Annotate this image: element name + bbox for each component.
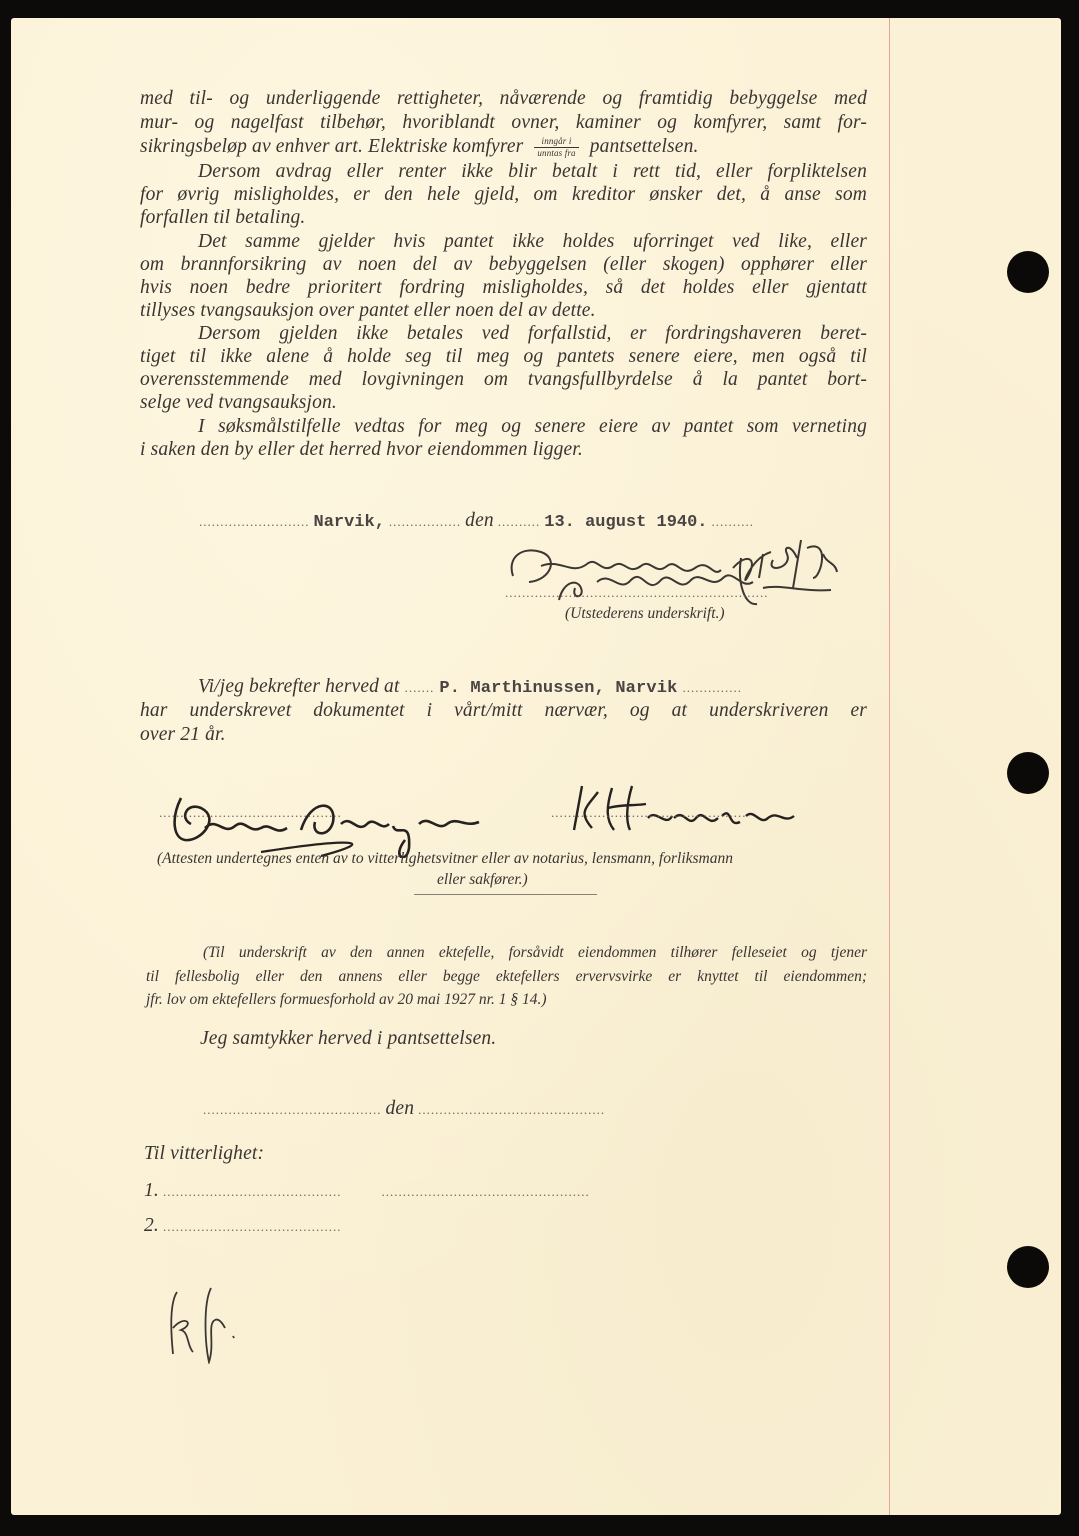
- dotted-leader: .......: [404, 680, 435, 695]
- issuer-signature-line: [505, 584, 769, 602]
- paragraph-5-line-1: [198, 416, 867, 438]
- attested-name: P. Marthinussen, Narvik: [439, 679, 678, 698]
- date-value: 13. august 1940.: [544, 513, 708, 532]
- dotted-leader: ..............: [682, 680, 742, 695]
- witness-number: 2.: [144, 1215, 159, 1236]
- fraction-top: inngår i: [534, 136, 578, 148]
- paragraph-4-line-2: [140, 346, 867, 368]
- spouse-note-line-2: [146, 968, 867, 986]
- witness-line-2: [144, 1215, 341, 1237]
- paragraph-3-line-4: [140, 300, 596, 322]
- text-line: Dersom gjelden ikke betales ved forfallstid, er fordringshaveren beret-: [198, 323, 867, 344]
- spouse-date-line: [203, 1098, 605, 1120]
- text-line: sikringsbeløp av enhver art. Elektriske komfyrer: [140, 136, 524, 157]
- attestation-line-2: [140, 700, 867, 722]
- den-label: den: [465, 510, 494, 531]
- text-line: selge ved tvangsauksjon.: [140, 392, 337, 413]
- text-line: Det samme gjelder hvis pantet ikke holdes uforringet ved like, eller: [198, 231, 867, 252]
- text-line: har underskrevet dokumentet i vårt/mitt nærvær, og at underskriveren er: [140, 700, 867, 721]
- issuer-signature-caption: (Utstederens underskrift.): [565, 605, 725, 622]
- punch-hole-middle: [1007, 752, 1049, 794]
- dotted-leader: ..........: [497, 514, 541, 529]
- text-line: forfallen til betaling.: [140, 207, 306, 228]
- punch-hole-top: [1007, 251, 1049, 293]
- attestation-line-3: over 21 år.: [140, 724, 226, 745]
- paragraph-3-line-2: [140, 254, 867, 276]
- witness-caption-line-1: (Attesten undertegnes enten av to vitterlighetsvitner eller av notarius, lensmann, forliksmann: [157, 850, 733, 867]
- text-line: om brannforsikring av noen del av bebyggelsen (eller skogen) opphører eller: [140, 254, 867, 275]
- margin-line: [889, 18, 890, 1515]
- text-line: Dersom avdrag eller renter ikke blir betalt i rett tid, eller forpliktelsen: [198, 161, 867, 182]
- text-line: pantsettelsen.: [589, 136, 699, 157]
- text-line: tiget til ikke alene å holde seg til meg og pantets senere eiere, men også til: [140, 346, 867, 367]
- fraction-choice: [534, 136, 578, 159]
- dotted-leader: ..............................................: [551, 805, 747, 820]
- til-vitterlighet-heading: Til vitterlighet:: [144, 1143, 265, 1164]
- text-line: (Til underskrift av den annen ektefelle, forsåvidt eiendommen tilhører felleseiet og tjener: [203, 944, 867, 961]
- witness-2-signature-line: [551, 804, 747, 822]
- paragraph-3-line-3: [140, 277, 867, 299]
- spouse-note-line-1: [203, 944, 867, 962]
- text-line: hvis noen bedre prioritert fordring misligholdes, så det holdes eller gjentatt: [140, 277, 867, 298]
- dotted-leader: ..........................................: [203, 1102, 382, 1117]
- document-page: [11, 18, 1061, 1515]
- witness-1-signature-line: [159, 804, 342, 822]
- attestation-line-1: [198, 676, 742, 698]
- text-line: for øvrig misligholdes, er den hele gjeld, om kreditor ønsker det, å anse som: [140, 184, 867, 205]
- paragraph-1: [140, 88, 867, 110]
- text-line: overensstemmende med lovgivningen om tvangsfullbyrdelse å la pantet bort-: [140, 369, 867, 390]
- text-line: tillyses tvangsauksjon over pantet eller noen del av dette.: [140, 300, 596, 321]
- handwritten-initials: [159, 1284, 249, 1364]
- punch-hole-bottom: [1007, 1246, 1049, 1288]
- dotted-leader: .................................................: [381, 1184, 590, 1199]
- place-value: Narvik,: [313, 513, 385, 532]
- consent-statement: Jeg samtykker herved i pantsettelsen.: [200, 1028, 497, 1049]
- paragraph-1-line-2: [140, 112, 867, 134]
- paragraph-2-line-1: [198, 161, 867, 183]
- paragraph-4-line-1: [198, 323, 867, 345]
- dotted-leader: ..........................................: [162, 1219, 342, 1234]
- dotted-leader: ..........................................: [162, 1184, 342, 1199]
- dotted-leader: ...........................................: [159, 805, 342, 820]
- den-label: den: [385, 1098, 415, 1119]
- paragraph-4-line-4: [140, 392, 337, 414]
- paragraph-1-line-3: [140, 136, 699, 159]
- fraction-bottom: unntas fra: [537, 148, 576, 159]
- paragraph-4-line-3: [140, 369, 867, 391]
- text-line: i saken den by eller det herred hvor eiendommen ligger.: [140, 439, 583, 460]
- witness-caption-line-2: eller sakfører.): [437, 871, 528, 888]
- paragraph-3-line-1: [198, 231, 867, 253]
- dotted-leader: ............................................: [418, 1102, 606, 1117]
- attestation-prefix: Vi/jeg bekrefter herved at: [198, 676, 400, 697]
- paragraph-2-line-3: [140, 207, 305, 229]
- text-line: med til- og underliggende rettigheter, nåværende og framtidig bebyggelse med: [140, 88, 867, 109]
- spouse-note-line-3: jfr. lov om ektefellers formuesforhold av 20 mai 1927 nr. 1 § 14.): [146, 991, 547, 1008]
- dotted-leader: .................: [388, 514, 462, 529]
- text-line: I søksmålstilfelle vedtas for meg og senere eiere av pantet som verneting: [198, 416, 867, 437]
- dotted-leader: ..........................: [199, 514, 310, 529]
- text-line: til fellesbolig eller den annens eller begge ektefellers ervervsvirke er knyttet til eiendommen;: [146, 968, 867, 985]
- section-divider: [414, 894, 597, 895]
- witness-number: 1.: [144, 1180, 159, 1201]
- paragraph-5-line-2: [140, 439, 583, 461]
- witness-line-1: [144, 1180, 590, 1202]
- text-line: mur- og nagelfast tilbehør, hvoriblandt ovner, kaminer og komfyrer, samt for-: [140, 112, 867, 133]
- dotted-leader: ..............................................................: [505, 585, 769, 600]
- dotted-leader: ..........: [711, 514, 755, 529]
- paragraph-2-line-2: [140, 184, 867, 206]
